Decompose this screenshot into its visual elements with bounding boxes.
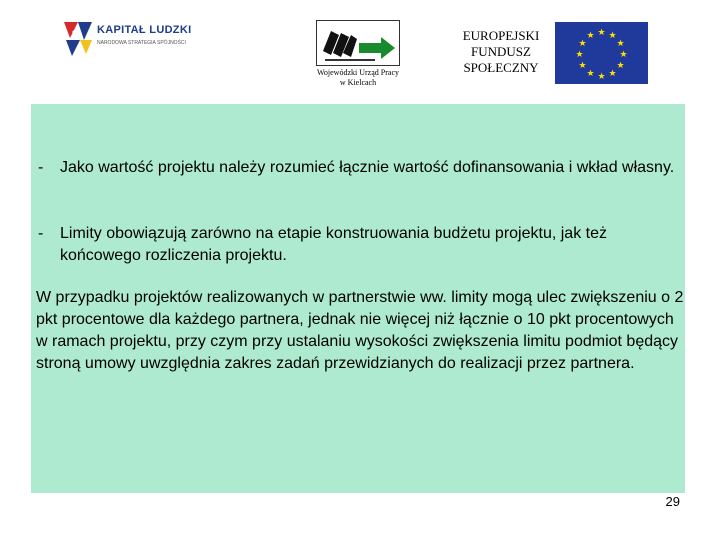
eu-fund-line2: FUNDUSZ <box>471 44 531 59</box>
svg-text:★: ★ <box>586 31 595 41</box>
bullet-marker: - <box>38 159 44 176</box>
svg-text:★: ★ <box>608 69 617 79</box>
kapital-ludzki-emblem-icon <box>60 18 96 58</box>
svg-text:★: ★ <box>575 50 584 60</box>
svg-text:★: ★ <box>597 28 606 38</box>
eu-fund-line1: EUROPEJSKI <box>462 28 540 43</box>
eu-fund-line3: SPOŁECZNY <box>463 60 539 75</box>
eu-flag <box>555 22 648 84</box>
bullet-marker: - <box>38 225 44 242</box>
wup-emblem-icon <box>317 21 399 65</box>
wup-caption-line1: Wojewódzki Urząd Pracy <box>317 68 399 77</box>
wup-caption-line2: w Kielcach <box>339 78 377 87</box>
page-number: 29 <box>665 494 680 509</box>
svg-text:★: ★ <box>616 61 625 71</box>
bullet-text: Limity obowiązują zarówno na etapie konstruowania budżetu projektu, jak też końcowego rozliczenia projektu. <box>60 225 607 264</box>
kapital-ludzki-subtitle: NARODOWA STRATEGIA SPÓJNOŚCI <box>97 40 186 46</box>
svg-text:★: ★ <box>597 72 606 82</box>
wup-logo <box>316 20 400 66</box>
body-paragraph: W przypadku projektów realizowanych w partnerstwie ww. limity mogą ulec zwiększeniu o 2 pkt procentowe dla każdego partnera, jednak nie więcej niż łącznie o 10 pkt procentowych w ramach projektu, przy czym przy ustalaniu wysokości zwiększenia limitu podmiot będący stroną umowy uwzględnia zakres zadań przewidzianych do realizacji przez partnera. <box>36 289 684 372</box>
bullet-text: Jako wartość projektu należy rozumieć łącznie wartość dofinansowania i wkład własny. <box>60 159 675 176</box>
svg-text:★: ★ <box>578 61 587 71</box>
svg-text:★: ★ <box>578 39 587 49</box>
svg-text:★: ★ <box>619 50 628 60</box>
eu-fund-name <box>448 28 554 76</box>
svg-text:★: ★ <box>586 69 595 79</box>
eu-stars-icon <box>555 22 648 84</box>
kapital-ludzki-title: KAPITAŁ LUDZKI <box>97 24 192 36</box>
wup-caption <box>298 68 418 88</box>
svg-text:★: ★ <box>616 39 625 49</box>
svg-text:★: ★ <box>608 31 617 41</box>
